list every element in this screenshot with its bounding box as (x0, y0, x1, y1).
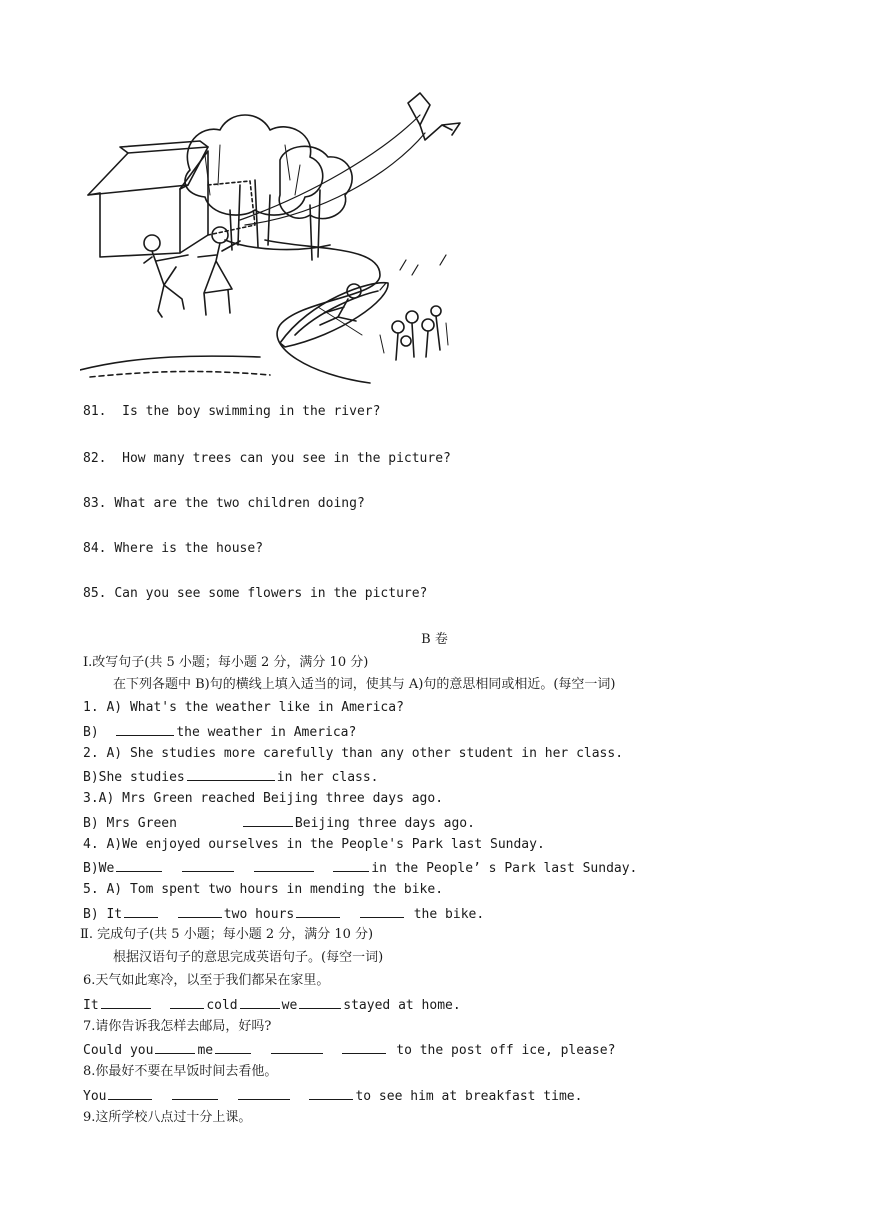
part1-heading: I.改写句子(共 5 小题；每小题 2 分，满分 10 分) (83, 655, 369, 670)
part2-heading: Ⅱ. 完成句子(共 5 小题；每小题 2 分，满分 10 分) (80, 927, 374, 942)
answer-blank[interactable] (187, 768, 275, 781)
q5-sentence-b: B) It two hours the bike. (83, 907, 485, 922)
answer-blank[interactable] (215, 1041, 251, 1054)
answer-blank[interactable] (124, 905, 158, 918)
answer-blank[interactable] (116, 859, 162, 872)
answer-blank[interactable] (296, 905, 340, 918)
q8-english: You to see him at breakfast time. (83, 1089, 583, 1104)
river-drawing (80, 240, 446, 383)
q6-english: It cold we stayed at home. (83, 998, 461, 1013)
part2-instruction: 根据汉语句子的意思完成英语句子。(每空一词) (113, 950, 384, 965)
answer-blank[interactable] (170, 996, 204, 1009)
part1-instruction: 在下列各题中 B)句的横线上填入适当的词，使其与 A)句的意思相同或相近。(每空一词) (113, 677, 616, 692)
q2-sentence-b: B)She studies in her class. (83, 770, 379, 785)
answer-blank[interactable] (116, 723, 174, 736)
answer-blank[interactable] (360, 905, 404, 918)
q1-sentence-b: B) the weather in America? (83, 725, 357, 740)
children-drawing (144, 227, 240, 317)
q9-chinese: 9.这所学校八点过十分上课。 (83, 1110, 252, 1125)
answer-blank[interactable] (254, 859, 314, 872)
q8-chinese: 8.你最好不要在早饭时间去看他。 (83, 1064, 278, 1079)
answer-blank[interactable] (271, 1041, 323, 1054)
q5-sentence-a: 5. A) Tom spent two hours in mending the bike. (83, 882, 444, 897)
answer-blank[interactable] (238, 1087, 290, 1100)
answer-blank[interactable] (108, 1087, 152, 1100)
q6-chinese: 6.天气如此寒冷，以至于我们都呆在家里。 (83, 973, 330, 988)
q7-english: Could you me to the post off ice, please? (83, 1043, 616, 1058)
answer-blank[interactable] (240, 996, 280, 1009)
kite-drawing (240, 93, 460, 225)
answer-blank[interactable] (178, 905, 222, 918)
q1-sentence-a: 1. A) What's the weather like in America? (83, 700, 404, 715)
house-drawing (88, 141, 255, 257)
q3-sentence-b: B) Mrs Green Beijing three days ago. (83, 816, 475, 831)
question-85: 85. Can you see some flowers in the picture? (83, 586, 428, 601)
question-84: 84. Where is the house? (83, 541, 264, 556)
answer-blank[interactable] (342, 1041, 386, 1054)
q7-chinese: 7.请你告诉我怎样去邮局，好吗? (83, 1019, 272, 1034)
answer-blank[interactable] (243, 814, 293, 827)
question-82: 82. How many trees can you see in the picture? (83, 451, 451, 466)
boat-drawing (280, 283, 388, 347)
answer-blank[interactable] (299, 996, 341, 1009)
q3-sentence-a: 3.A) Mrs Green reached Beijing three days ago. (83, 791, 444, 806)
answer-blank[interactable] (172, 1087, 218, 1100)
question-81: 81. Is the boy swimming in the river? (83, 404, 381, 419)
answer-blank[interactable] (101, 996, 151, 1009)
question-83: 83. What are the two children doing? (83, 496, 365, 511)
trees-drawing (185, 115, 352, 260)
answer-blank[interactable] (333, 859, 369, 872)
answer-blank[interactable] (155, 1041, 195, 1054)
q2-sentence-a: 2. A) She studies more carefully than any other student in her class. (83, 746, 624, 761)
flowers-drawing (380, 306, 448, 360)
answer-blank[interactable] (182, 859, 234, 872)
q4-sentence-b: B)We in the People’ s Park last Sunday. (83, 861, 638, 876)
q4-sentence-a: 4. A)We enjoyed ourselves in the People's Park last Sunday. (83, 837, 545, 852)
illustration-kite-river-scene (80, 85, 500, 390)
answer-blank[interactable] (309, 1087, 353, 1100)
section-b-title: B 卷 (421, 632, 448, 647)
